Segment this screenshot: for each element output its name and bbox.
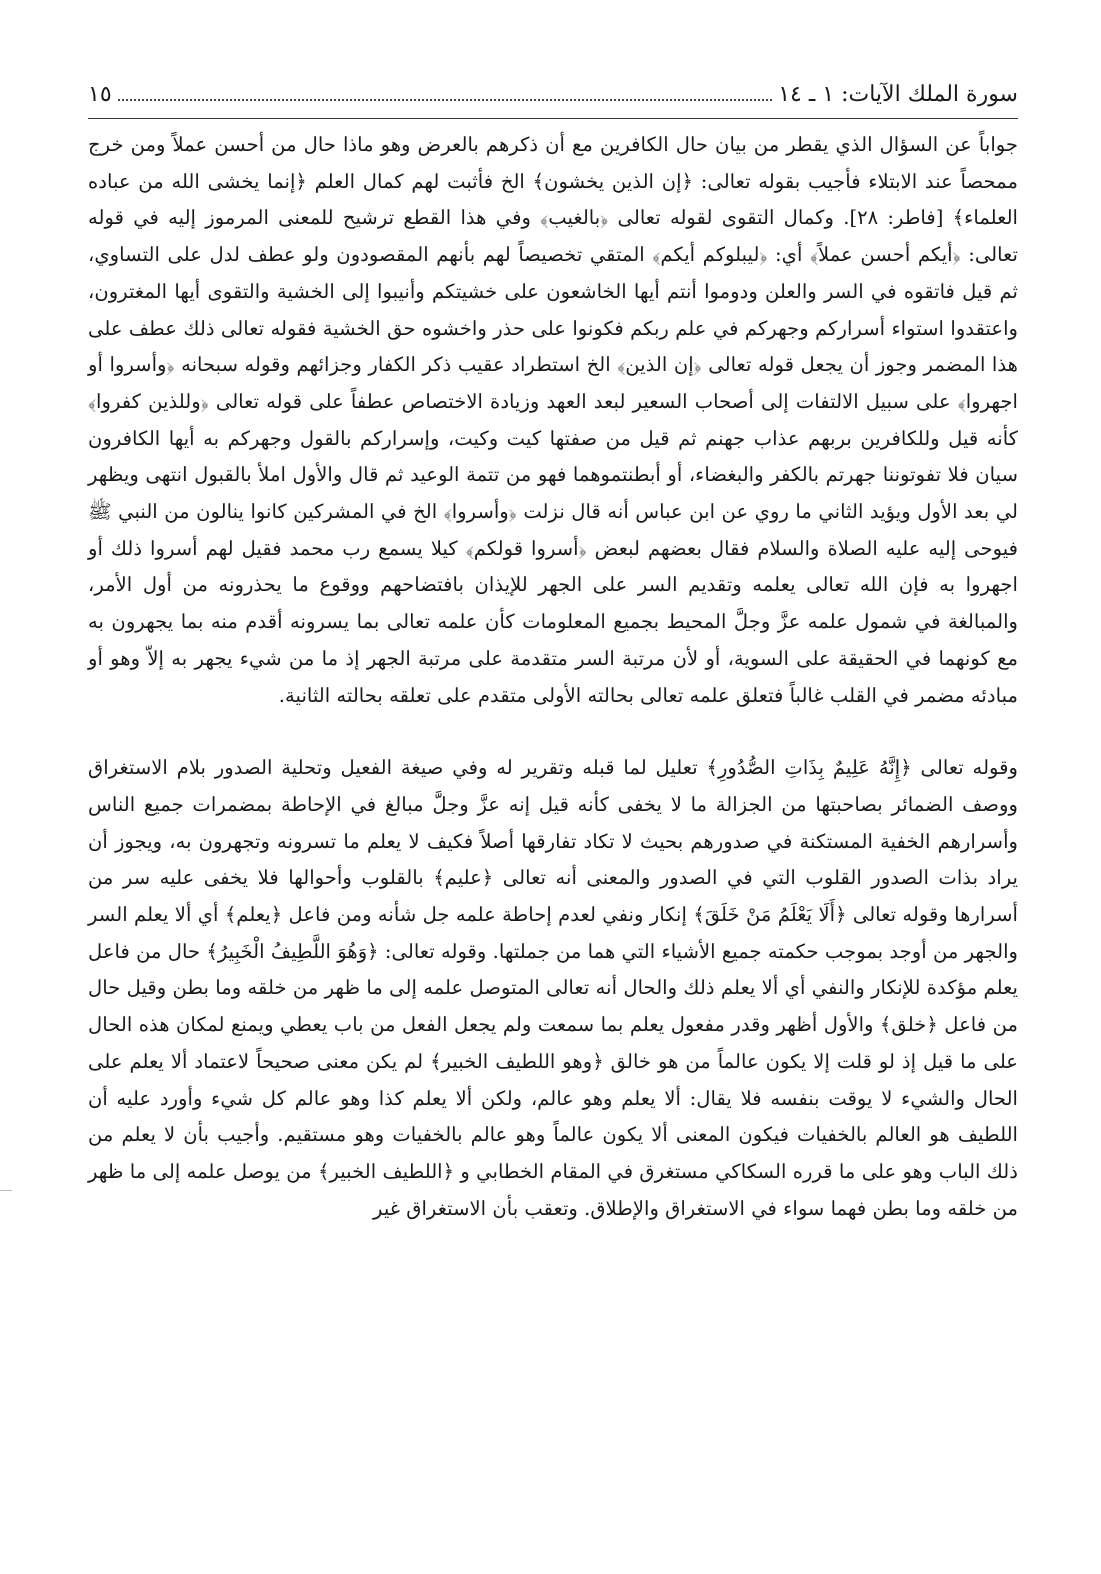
book-page (88, 78, 1018, 1227)
scan-artifact (0, 1190, 12, 1191)
running-header (88, 78, 1018, 119)
leader-dots (118, 99, 773, 101)
chapter-title: سورة الملك الآيات: ١ ـ ١٤ (778, 82, 1018, 107)
paragraph-1: جواباً عن السؤال الذي يقطر من بيان حال الكافرين مع أن ذكرهم بالعرض وهو ماذا حال من أحسن عملاً ومن خرج ممحصاً عند الابتلاء فأجيب بقوله تعالى: ﴿إن الذين يخشون﴾ الخ فأثبت لهم كمال العلم ﴿إنما يخشى الله من عباده العلماء﴾ [فاطر: ٢٨]. وكمال التقوى لقوله تعالى ﴿بالغيب﴾ وفي هذا القطع ترشيح للمعنى المرموز إليه في قوله تعالى: ﴿أيكم أحسن عملاً﴾ أي: ﴿ليبلوكم أيكم﴾ المتقي تخصيصاً لهم بأنهم المقصودون ولو عطف لدل على التساوي، ثم قيل فاتقوه في السر والعلن ودوموا أنتم أيها الخاشعون على خشيتكم وأنيبوا إلى الخشية والتقوى أيها المغترون، واعتقدوا استواء أسراركم وجهركم في علم ربكم فكونوا على حذر واخشوه حق الخشية فقوله تعالى ذلك عطف على هذا المضمر وجوز أن يجعل قوله تعالى ﴿إن الذين﴾ الخ استطراد عقيب ذكر الكفار وجزائهم وقوله سبحانه ﴿وأسروا أو اجهروا﴾ على سبيل الالتفات إلى أصحاب السعير لبعد العهد وزيادة الاختصاص عطفاً على قوله تعالى ﴿وللذين كفروا﴾ كأنه قيل وللكافرين بربهم عذاب جهنم ثم قيل من صفتها كيت وكيت، وإسراركم بالقول وجهركم به أيها الكافرون سيان فلا تفوتوننا جهرتم بالكفر والبغضاء، أو أبطنتموهما فهو من تتمة الوعيد ثم قال والأول املأ بالقبول انتهى ويظهر لي بعد الأول ويؤيد الثاني ما روي عن ابن عباس أنه قال نزلت ﴿وأسروا﴾ الخ في المشركين كانوا ينالون من النبي ﷺ فيوحى إليه عليه الصلاة والسلام فقال بعضهم لبعض ﴿أسروا قولكم﴾ كيلا يسمع رب محمد فقيل لهم أسروا ذلك أو اجهروا به فإن الله تعالى يعلمه وتقديم السر على الجهر للإيذان بافتضاحهم ووقوع ما يحذرونه من أول الأمر، والمبالغة في شمول علمه عزَّ وجلَّ المحيط بجميع المعلومات كأن علمه تعالى بما يسرونه أقدم منه بما يجهرون به مع كونهما في الحقيقة على السوية، أو لأن مرتبة السر متقدمة على مرتبة الجهر إذ ما من شيء يجهر به إلاّ وهو أو مبادئه مضمر في القلب غالباً فتعلق علمه تعالى بحالته الأولى متقدم على تعلقه بحالته الثانية. (88, 133, 1018, 707)
page-number: ١٥ (88, 82, 112, 107)
paragraph-2: وقوله تعالى ﴿إِنَّهُ عَلِيمٌ بِذَاتِ الصُّدُورِ﴾ تعليل لما قبله وتقرير له وفي صيغة الفعيل وتحلية الصدور بلام الاستغراق ووصف الضمائر بصاحبتها من الجزالة ما لا يخفى كأنه قيل إنه عزَّ وجلَّ مبالغ في الإحاطة بمضمرات جميع الناس وأسرارهم الخفية المستكنة في صدورهم بحيث لا تكاد تفارقها أصلاً فكيف لا يعلم ما تسرونه وتجهرون به، ويجوز أن يراد بذات الصدور القلوب التي في الصدور والمعنى أنه تعالى ﴿عليم﴾ بالقلوب وأحوالها فلا يخفى عليه سر من أسرارها وقوله تعالى ﴿أَلَا يَعْلَمُ مَنْ خَلَقَ﴾ إنكار ونفي لعدم إحاطة علمه جل شأنه ومن فاعل ﴿يعلم﴾ أي ألا يعلم السر والجهر من أوجد بموجب حكمته جميع الأشياء التي هما من جملتها. وقوله تعالى: ﴿وَهُوَ اللَّطِيفُ الْخَبِيرُ﴾ حال من فاعل يعلم مؤكدة للإنكار والنفي أي ألا يعلم ذلك والحال أنه تعالى المتوصل علمه إلى ما ظهر من خلقه وما بطن وقيل حال من فاعل ﴿خلق﴾ والأول أظهر وقدر مفعول يعلم بما سمعت ولم يجعل الفعل من باب يعطي ويمنع لمكان هذه الحال على ما قيل إذ لو قلت إلا يكون عالماً من هو خالق ﴿وهو اللطيف الخبير﴾ لم يكن معنى صحيحاً لاعتماد ألا يعلم على الحال والشيء لا يوقت بنفسه فلا يقال: ألا يعلم وهو عالم، ولكن ألا يعلم كذا وهو عالم كل شيء وأورد عليه أن اللطيف هو العالم بالخفيات فيكون المعنى ألا يكون عالماً وهو عالم بالخفيات وهو مستقيم. وأجيب بأن لا يعلم من ذلك الباب وهو على ما قرره السكاكي مستغرق في المقام الخطابي و ﴿اللطيف الخبير﴾ من يوصل علمه إلى ما ظهر من خلقه وما بطن فهما سواء في الاستغراق والإطلاق. وتعقب بأن الاستغراق غير (88, 756, 1019, 1220)
